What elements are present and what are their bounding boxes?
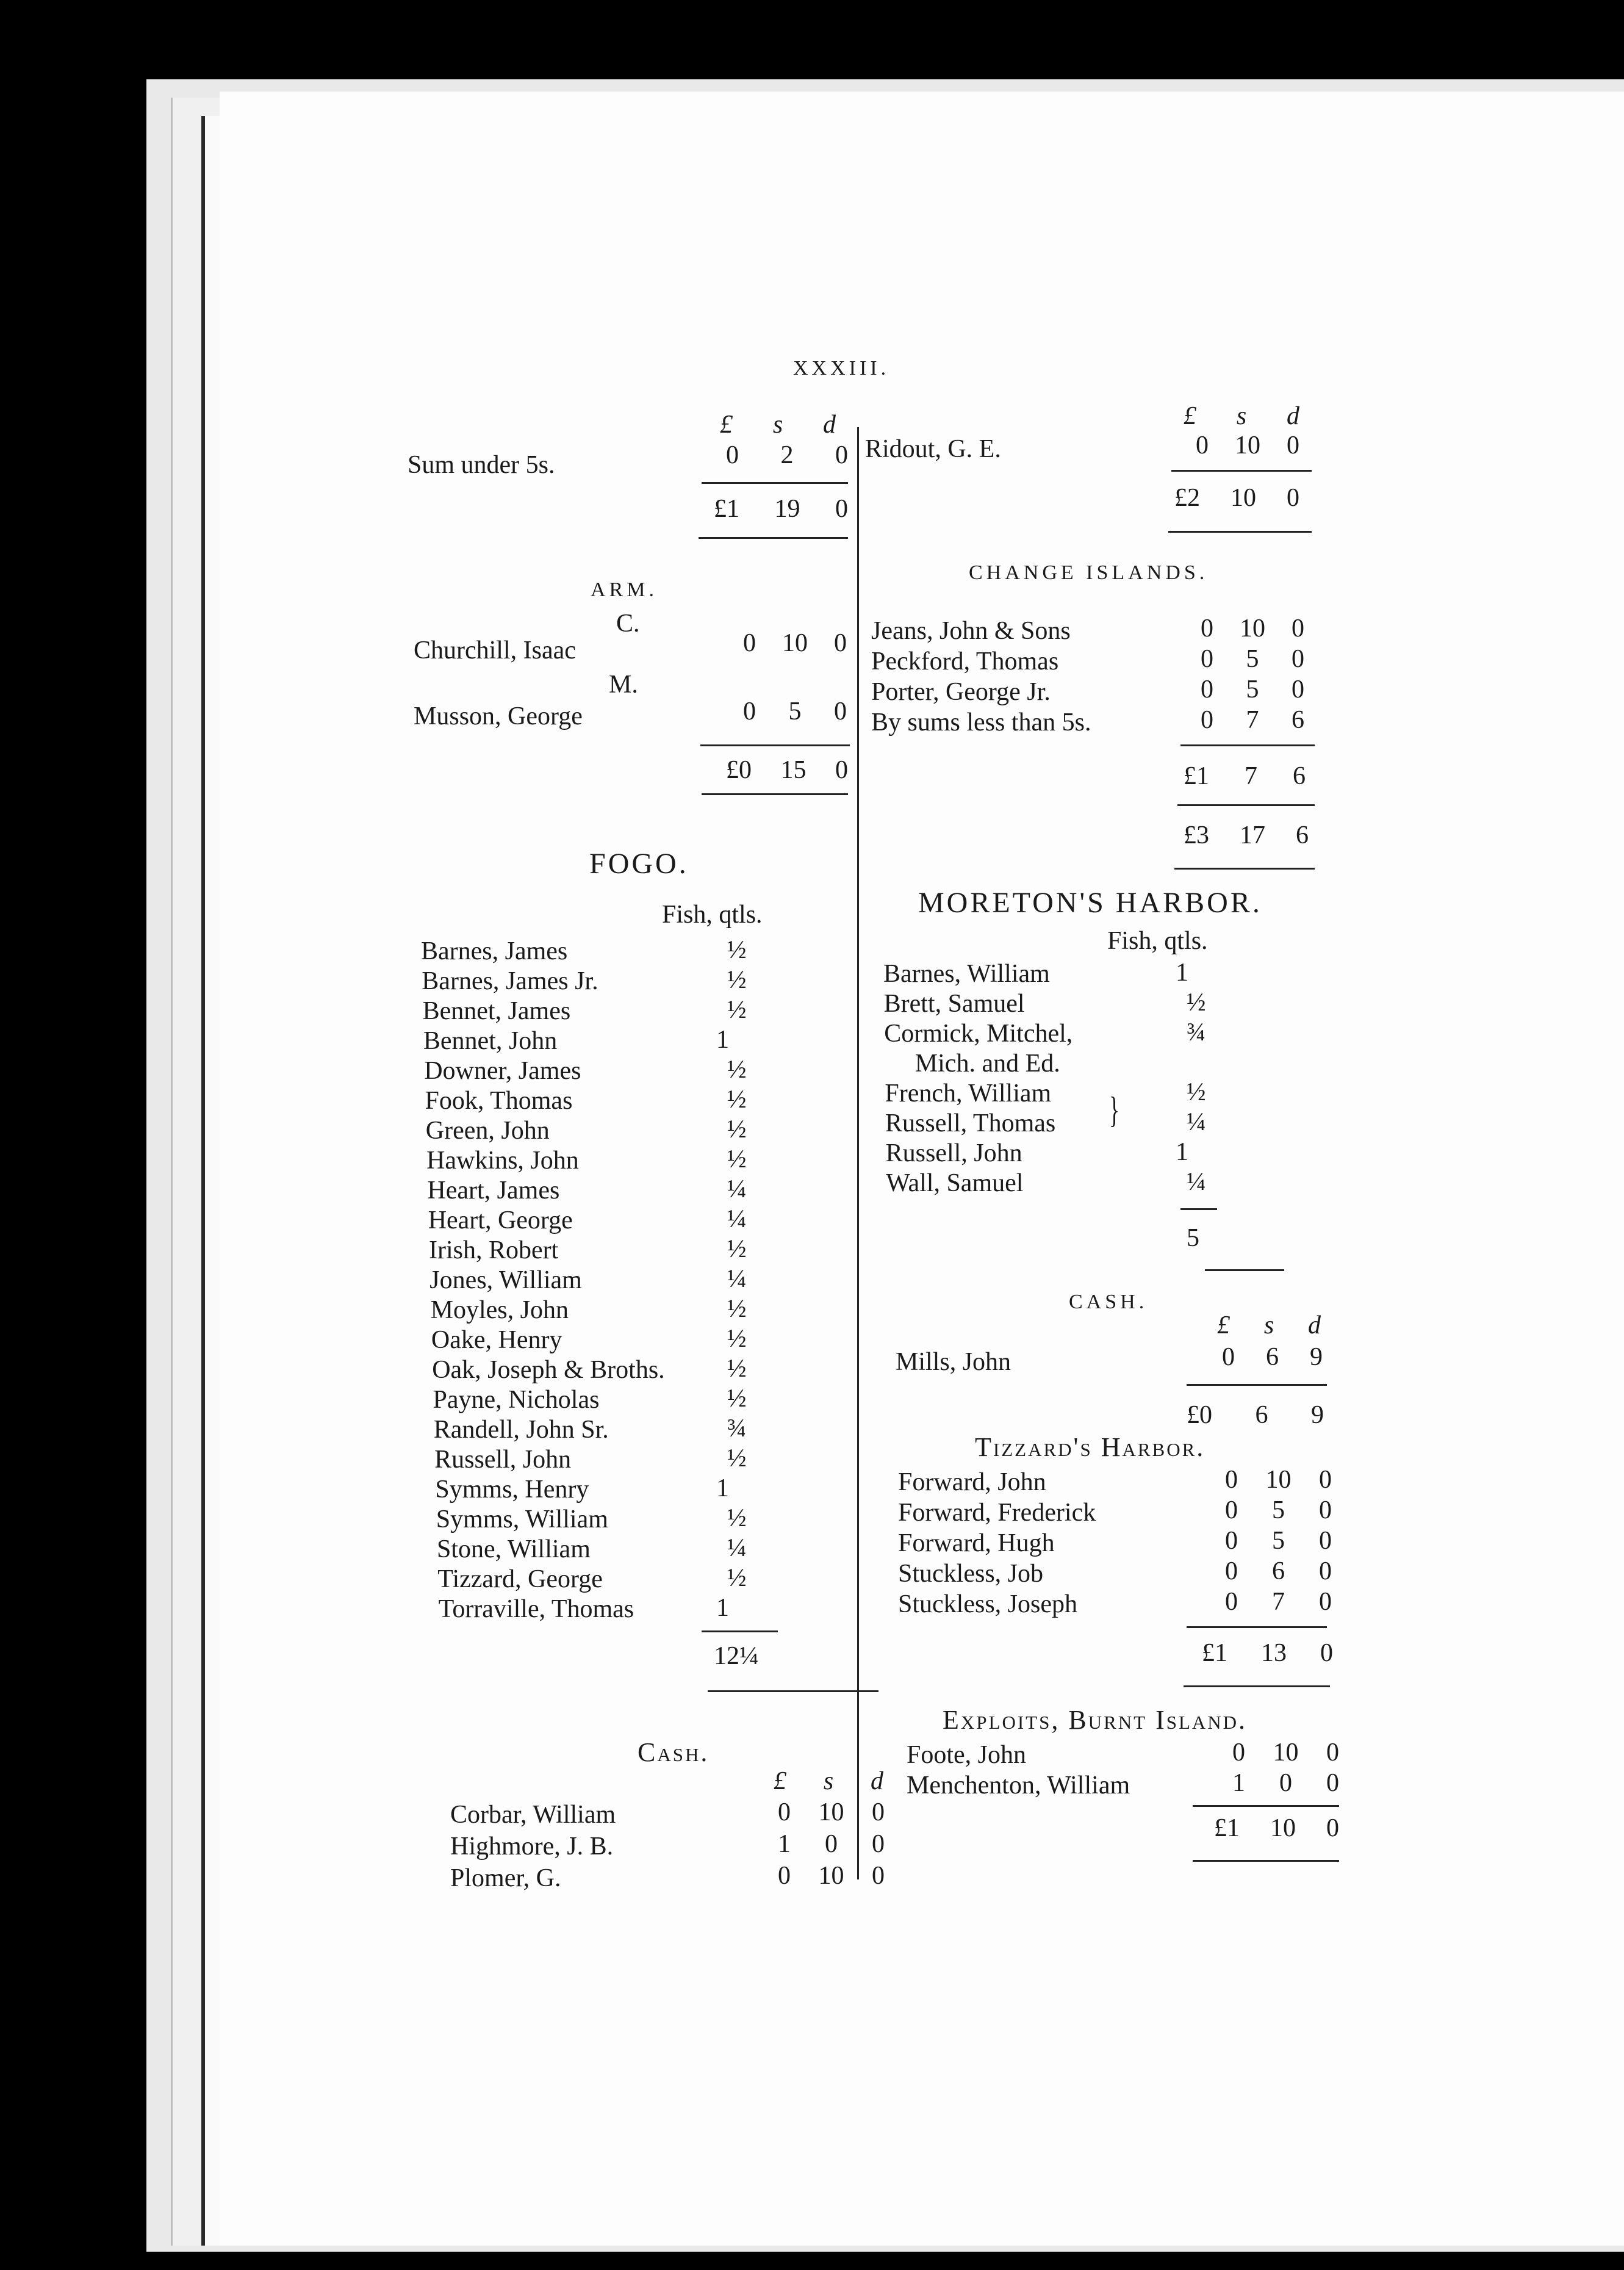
fogo-row-qty: ½ [727,1325,747,1353]
fogo-cash-value: 0 [778,1798,791,1826]
fogo-cash-currency-headers: £ s d [774,1767,883,1795]
tizzard-row-values [1225,1496,1332,1525]
rule [708,1690,878,1692]
change-islands-row-name: By sums less than 5s. [871,708,1091,737]
fogo-cash-row-name: Highmore, J. B. [450,1832,614,1861]
rule [1205,1269,1284,1271]
moreton-row-qty: ¼ [1187,1108,1206,1136]
rule [1187,1384,1327,1386]
moreton-row-qty: ½ [1187,989,1206,1017]
fogo-row-name: Symms, William [436,1505,608,1533]
change-islands-row-name: Porter, George Jr. [871,678,1051,706]
fogo-row-name: Symms, Henry [435,1476,589,1504]
tizzard-value: 0 [1225,1588,1238,1616]
change-islands-value: 6 [1292,706,1304,734]
rule [699,537,848,539]
right-top-total: £2 10 0 [1174,484,1299,512]
rule [702,793,848,795]
rule [1168,531,1312,533]
fogo-row-name: Downer, James [424,1057,581,1085]
change-islands-title: CHANGE ISLANDS. [969,561,1209,584]
tizzard-row-name: Forward, Hugh [898,1529,1055,1557]
fogo-cash-row-name: Plomer, G. [450,1864,561,1892]
tizzard-row-name: Forward, John [898,1468,1046,1496]
change-islands-row-values [1201,675,1304,704]
exploits-row-values [1232,1768,1339,1798]
fogo-row-name: Bennet, John [423,1027,558,1055]
rule [700,744,850,746]
fogo-row-name: Barnes, James Jr. [422,967,598,995]
fogo-row-qty: ½ [727,1295,747,1323]
change-islands-value: 5 [1246,676,1259,704]
rule [1193,1805,1339,1807]
exploits-value: 0 [1232,1739,1245,1767]
fogo-row-qty: 1 [716,1026,729,1054]
change-islands-value: 0 [1201,706,1213,734]
tizzard-row-name: Stuckless, Job [898,1560,1044,1588]
fogo-row-qty: ½ [727,1504,747,1532]
tizzard-row-name: Stuckless, Joseph [898,1590,1077,1618]
moreton-total: 5 [1187,1224,1199,1252]
fogo-row-qty: ½ [727,1444,747,1472]
fogo-cash-value: 0 [778,1862,791,1890]
change-islands-value: 7 [1246,706,1259,734]
tizzard-value: 0 [1319,1588,1332,1616]
arm-title: ARM. [591,578,658,601]
change-islands-row-name: Jeans, John & Sons [871,617,1071,645]
fogo-cash-value: 0 [872,1830,885,1858]
fogo-row-qty: ½ [727,1086,747,1114]
ridout-label: Ridout, G. E. [865,435,1001,463]
rule [1177,804,1315,806]
rule [1193,1860,1339,1862]
fogo-row-name: Barnes, James [421,937,568,965]
fogo-total: 12¼ [714,1642,759,1670]
fogo-row-name: Green, John [425,1117,550,1145]
change-islands-value: 0 [1201,614,1213,643]
exploits-row-values [1232,1738,1339,1767]
arm-letter-c: C. [616,610,640,638]
tizzard-row-name: Forward, Frederick [898,1499,1096,1527]
tizzard-row-values [1225,1465,1332,1494]
rule [1180,1208,1217,1210]
fogo-row-qty: ½ [727,1385,747,1413]
fogo-row-name: Fook, Thomas [425,1087,573,1115]
tizzard-value: 0 [1319,1527,1332,1555]
change-islands-value: 0 [1201,676,1213,704]
moreton-cash-currency-headers: £ s d [1217,1311,1321,1339]
exploits-row-name: Menchenton, William [907,1771,1130,1800]
tizzard-value: 6 [1272,1557,1285,1585]
sum-under-values: 0 2 0 [726,441,848,469]
brace-icon: } [1108,1090,1120,1130]
exploits-value: 0 [1326,1739,1339,1767]
moreton-row-qty: ¾ [1187,1018,1206,1047]
exploits-row-name: Foote, John [907,1741,1027,1769]
tizzard-value: 0 [1225,1527,1238,1555]
column-divider [857,427,859,1879]
fogo-cash-row-values [778,1861,885,1890]
fogo-row-name: Moyles, John [430,1296,569,1324]
moreton-row-qty: 1 [1176,959,1188,987]
moreton-row-name: Barnes, William [883,960,1050,988]
rule [1180,744,1315,746]
change-islands-row-values [1201,705,1304,735]
fogo-row-qty: ¼ [727,1265,747,1293]
rule [1171,470,1312,472]
rule [1174,868,1315,870]
moreton-cash-row-name: Mills, John [896,1348,1011,1376]
moreton-row-name: French, William [885,1079,1052,1108]
fogo-row-qty: ½ [727,1145,747,1173]
fogo-row-qty: ½ [727,966,747,994]
moreton-cash-row-values: 0 6 9 [1222,1343,1323,1371]
fogo-row-name: Payne, Nicholas [433,1386,600,1414]
moreton-title: MORETON'S HARBOR. [918,887,1262,919]
moreton-row-name: Russell, John [885,1139,1022,1167]
change-islands-value: 0 [1292,645,1304,673]
change-islands-row-values [1201,614,1304,643]
fogo-cash-value: 10 [818,1862,844,1890]
fogo-cash-value: 1 [778,1830,791,1858]
fogo-row-name: Tizzard, George [437,1565,603,1593]
moreton-row-name: Brett, Samuel [883,990,1025,1018]
fogo-row-qty: ¼ [727,1205,747,1233]
fogo-cash-value: 0 [825,1830,838,1858]
fogo-cash-row-name: Corbar, William [450,1801,616,1829]
fogo-row-name: Hawkins, John [426,1147,579,1175]
currency-headers-left: £ s d [720,411,836,439]
change-islands-total: £3 17 6 [1184,821,1309,849]
moreton-row-name: Russell, Thomas [885,1109,1056,1137]
fogo-cash-value: 0 [872,1862,885,1890]
rule [1184,1685,1330,1687]
arm-row-values: 0 10 0 [743,629,847,657]
change-islands-row-name: Peckford, Thomas [871,647,1059,676]
fogo-row-name: Oake, Henry [431,1326,562,1354]
tizzard-row-values [1225,1587,1332,1616]
fogo-row-qty: ½ [727,1115,747,1144]
fogo-row-name: Torraville, Thomas [438,1595,634,1623]
tizzard-value: 5 [1272,1496,1285,1524]
fogo-cash-row-values [778,1829,885,1859]
ridout-values: 0 10 0 [1196,431,1299,459]
arm-total: £0 15 0 [726,756,848,784]
fogo-row-name: Heart, James [427,1176,560,1205]
arm-letter-m: M. [609,671,638,699]
tizzard-value: 5 [1272,1527,1285,1555]
currency-headers-right: £ s d [1184,402,1299,430]
change-islands-value: 0 [1201,645,1213,673]
fogo-column-header: Fish, qtls. [662,901,763,929]
arm-row-name: Musson, George [414,702,583,730]
fogo-row-qty: ½ [727,1355,747,1383]
fogo-title: FOGO. [589,848,689,880]
change-islands-value: 10 [1240,614,1265,643]
page-number: XXXIII. [793,357,890,380]
fogo-row-name: Jones, William [429,1266,582,1294]
fogo-row-name: Russell, John [434,1446,572,1474]
fogo-cash-value: 0 [872,1798,885,1826]
change-islands-value: 0 [1292,676,1304,704]
arm-row-values: 0 5 0 [743,697,847,726]
tizzard-value: 0 [1225,1466,1238,1494]
exploits-value: 0 [1326,1769,1339,1797]
change-islands-row-values [1201,644,1304,674]
fogo-row-qty: ½ [727,1235,747,1263]
fogo-row-name: Heart, George [428,1206,573,1234]
fogo-row-qty: 1 [716,1474,729,1502]
moreton-row-name: Mich. and Ed. [914,1050,1060,1078]
moreton-row-qty: ½ [1187,1078,1206,1106]
tizzard-total: £1 13 0 [1202,1639,1333,1667]
tizzard-value: 0 [1225,1557,1238,1585]
change-islands-value: 0 [1292,614,1304,643]
exploits-value: 1 [1232,1769,1245,1797]
exploits-total: £1 10 0 [1214,1814,1339,1842]
fogo-row-name: Randell, John Sr. [433,1416,609,1444]
tizzard-value: 0 [1319,1466,1332,1494]
change-islands-value: 5 [1246,645,1259,673]
rule [1187,1626,1327,1628]
moreton-row-name: Wall, Samuel [886,1169,1024,1197]
exploits-value: 10 [1273,1739,1299,1767]
fogo-row-qty: ¼ [727,1534,747,1562]
fogo-row-name: Irish, Robert [429,1236,559,1264]
rule [702,1630,778,1632]
tizzard-row-values [1225,1557,1332,1586]
moreton-cash-title: CASH. [1069,1291,1148,1313]
fogo-row-qty: ¼ [727,1175,747,1203]
moreton-column-header: Fish, qtls. [1107,927,1208,955]
fogo-row-qty: ½ [727,1564,747,1592]
arm-row-name: Churchill, Isaac [414,636,576,665]
fogo-row-name: Oak, Joseph & Broths. [432,1356,665,1384]
sum-under-label: Sum under 5s. [408,451,555,479]
moreton-row-name: Cormick, Mitchel, [884,1020,1073,1048]
fogo-row-qty: ½ [727,936,747,964]
left-top-total: £1 19 0 [714,495,848,523]
tizzard-value: 0 [1225,1496,1238,1524]
moreton-cash-total: £0 6 9 [1187,1401,1324,1429]
tizzard-value: 10 [1265,1466,1292,1494]
tizzard-title: Tizzard's Harbor. [975,1432,1205,1462]
tizzard-row-values [1225,1526,1332,1555]
fogo-row-name: Stone, William [437,1535,591,1563]
exploits-value: 0 [1279,1769,1292,1797]
fogo-cash-title: Cash. [638,1737,710,1767]
moreton-row-qty: 1 [1176,1138,1188,1166]
moreton-row-qty: ¼ [1187,1168,1206,1196]
tizzard-value: 7 [1272,1588,1285,1616]
fogo-row-qty: ½ [727,1056,747,1084]
fogo-row-qty: ¾ [727,1414,747,1443]
tizzard-value: 0 [1319,1496,1332,1524]
fogo-cash-row-values [778,1798,885,1827]
fogo-row-name: Bennet, James [422,997,571,1025]
change-islands-subtotal: £1 7 6 [1184,762,1306,790]
tizzard-value: 0 [1319,1557,1332,1585]
exploits-title: Exploits, Burnt Island. [943,1705,1248,1735]
rule [702,482,848,484]
fogo-row-qty: 1 [716,1594,729,1622]
fogo-cash-value: 10 [818,1798,844,1826]
fogo-row-qty: ½ [727,996,747,1024]
